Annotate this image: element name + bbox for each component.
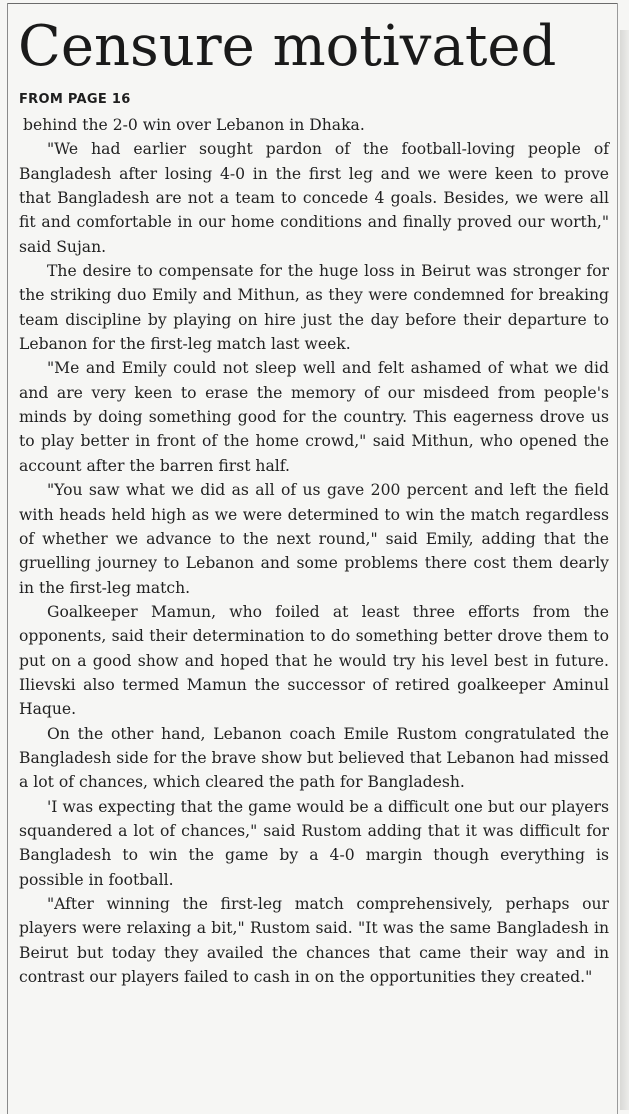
paragraph-goalkeeper-mamun: Goalkeeper Mamun, who foiled at least three efforts from the opponents, said their determination to do something better drove them to put on a good show and hoped that he would try his level best in future. Ilievski also termed Mamun the successor of retired goalkeeper Aminul Haque.: [19, 602, 609, 719]
paragraph-striking-duo: The desire to compensate for the huge loss in Beirut was stronger for the striking duo Emily and Mithun, as they were condemned for breaking team discipline by playing on hire just the day before their departure to Lebanon for the first-leg match last week.: [19, 262, 609, 354]
paragraph-lebanon-coach: On the other hand, Lebanon coach Emile Rustom congratulated the Bangladesh side for the brave show but believed that Lebanon had missed a lot of chances, which cleared the path for Bangladesh.: [19, 724, 609, 792]
paragraph-rustom-quote: 'I was expecting that the game would be a difficult one but our players squandered a lot of chances," said Rustom adding that it was difficult for Bangladesh to win the game by a 4-0 margin though everything is possible in football.: [19, 797, 609, 889]
jump-line: FROM PAGE 16: [19, 92, 131, 107]
headline: Censure motivated: [18, 14, 557, 79]
paragraph-emily-quote: "You saw what we did as all of us gave 200 percent and left the field with heads held high as we were determined to win the match regardless of whether we advance to the next round," said Emily, adding that the gruelling journey to Lebanon and some problems there cost them dearly in the first-leg match.: [19, 481, 609, 597]
left-column-rule: [7, 3, 8, 1114]
paragraph-rustom-closing: "After winning the first-leg match comprehensively, perhaps our players were relaxing a bit," Rustom said. "It was the same Bangladesh in Beirut but today they availed the chances that came their way and in contrast our players failed to cash in on the opportunities they created.": [19, 895, 609, 987]
paragraph-sujan-quote: "We had earlier sought pardon of the football-loving people of Bangladesh after losing 4-0 in the first leg and we were keen to prove that Bangladesh are not a team to concede 4 goals. Besides, we were all fit and comfortable in our home conditions and finally proved our worth," said Sujan.: [19, 140, 609, 256]
adjacent-column-edge: [620, 30, 629, 1110]
right-column-rule: [617, 3, 618, 1114]
paragraph-continued: behind the 2-0 win over Lebanon in Dhaka.: [23, 116, 365, 134]
paragraph-mithun-quote: "Me and Emily could not sleep well and felt ashamed of what we did and are very keen to erase the memory of our misdeed from people's minds by doing something good for the country. This eagerness drove us to play better in front of the home crowd," said Mithun, who opened the account after the barren first half.: [19, 359, 609, 475]
top-border-rule: [8, 3, 617, 4]
article-body: [19, 113, 609, 989]
